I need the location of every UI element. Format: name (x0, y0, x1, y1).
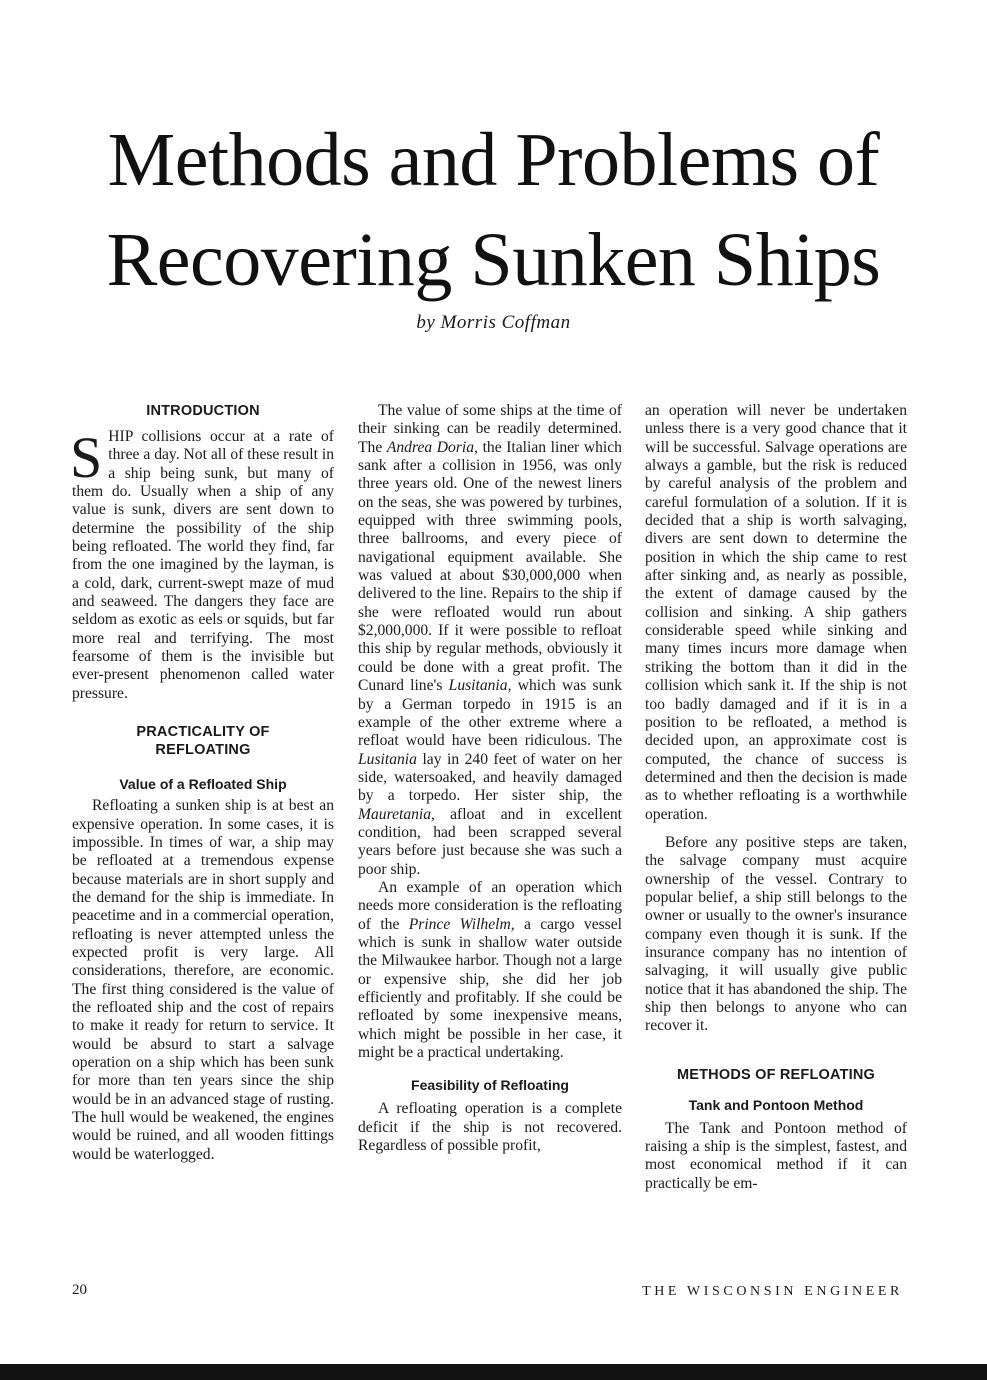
ship-name-lusitania: Lusitania (358, 750, 417, 768)
text-run: The value of some ships at the time of their sinking can be readily determined. The (358, 402, 622, 456)
practicality-heading-line2: REFLOATING (155, 742, 251, 759)
byline: by Morris Coffman (416, 312, 571, 333)
col2-paragraph-3: A refloating operation is a complete deficit if the ship is not recovered. Regardless of possible profit, (358, 1100, 622, 1155)
ship-name-mauretania: Mauretania, (358, 805, 435, 823)
col3-paragraph-3: The Tank and Pontoon method of raising a ship is the simplest, fastest, and most economical method if it can practically be em- (645, 1119, 907, 1192)
column-3 (645, 402, 907, 1193)
column-2 (358, 402, 622, 1155)
tank-subheading: Tank and Pontoon Method (688, 1096, 864, 1113)
page-number: 20 (72, 1282, 87, 1298)
text-run: a cargo vessel which is sunk in shallow water outside the Milwaukee harbor. Though not a large or expensive ship, she did her job efficiently and profitably. If she could be refloated by some inexpensive means, which might be possible in her case, it might be a practical undertaking. (358, 915, 623, 1062)
col3-paragraph-2: Before any positive steps are taken, the salvage company must acquire ownership of the vessel. Contrary to popular belief, a ship still belongs to the owner or usually to the owner's insurance company even though it is sunk. If the insurance company has no intention of salvaging, it will usually give public notice that it has abandoned the ship. The ship then belongs to anyone who can recover it. (645, 833, 907, 1035)
text-run: lay in 240 feet of water on her side, watersoaked, and heavily damaged by a torpedo. Her sister ship, the (358, 750, 622, 805)
article-title-line2: Recovering Sunken Ships (106, 218, 881, 302)
text-run: An example of an operation which needs more consideration is the refloating of the (358, 878, 622, 933)
intro-paragraph (70, 425, 334, 703)
feasibility-subheading: Feasibility of Refloating (411, 1077, 569, 1094)
value-paragraph: Refloating a sunken ship is at best an expensive operation. In some cases, it is impossible. In times of war, a ship may be refloated at a tremendous expense because materials are in short supply and the demand for the ship is immediate. In peacetime and in a commercial operation, refloating is never attempted unless the expected profit is very large. All considerations, therefore, are economic. The first thing considered is the value of the refloated ship and the cost of repairs to make it ready for return to service. It would be absurd to start a salvage operation on a ship which has been sunk for more than ten years since the ship would be in an advanced stage of rusting. The hull would be weakened, the engines would be ruined, and all wooden fittings would be waterlogged. (72, 797, 334, 1163)
ship-name-lusitania: Lusitania, (448, 677, 512, 695)
col3-paragraph-1: an operation will never be undertaken unless there is a very good chance that it will be successful. Salvage operations are always a gamble, but the risk is reduced by careful analysis of the problem and careful formulation of a solution. If it is decided that a ship is worth salvaging, divers are sent down to determine the position in which the ship came to rest after sinking and, as nearly as possible, the extent of damage caused by the collision and sinking. A ship gathers considerable speed while sinking and many times incurs more damage when striking the bottom than it did in the collision which sank it. If the ship is not too badly damaged and if it is in a position to be refloated, a method is decided upon, an approximate cost is computed, the chance of success is determined and then the decision is made as to whether refloating is a worthwhile operation. (645, 402, 907, 823)
value-subheading: Value of a Refloated Ship (119, 776, 287, 793)
practicality-heading-line1: PRACTICALITY OF (136, 724, 270, 741)
methods-heading: METHODS OF REFLOATING (676, 1066, 876, 1083)
col2-paragraph-2 (358, 879, 622, 1062)
text-run: afloat and in excellent condition, had been scrapped several years before just because she was such a poor ship. (358, 805, 622, 878)
publication-name: THE WISCONSIN ENGINEER (642, 1284, 903, 1299)
text-run: the Italian liner which sank after a collision in 1956, was only three years old. One of the newest liners on the seas, she was powered by turbines, equipped with three swimming pools, three ballrooms, and every piece of navigational equipment available. She was valued at about $30,000,000 when delivered to the line. Repairs to the ship if she were refloated would run about $2,000,000. If it were possible to refloat this ship by regular methods, obviously it could be done with a great profit. The Cunard line's (358, 438, 622, 695)
article-title-line1: Methods and Problems of (107, 118, 880, 202)
scan-edge-bar (0, 1364, 987, 1380)
drop-cap: S (70, 425, 103, 490)
introduction-heading: INTRODUCTION (146, 403, 260, 419)
text-run: which was sunk by a German torpedo in 1915 is an example of the other extreme where a refloat would have been ridiculous. The (358, 677, 622, 750)
column-1 (72, 402, 334, 1164)
col2-paragraph-1 (358, 402, 622, 879)
ship-name-andrea-doria: Andrea Doria, (386, 438, 478, 456)
ship-name-prince-wilhelm: Prince Wilhelm, (408, 915, 515, 933)
intro-text: HIP collisions occur at a rate of three a day. Not all of these result in a ship being sunk, but many of them do. Usually when a ship of any value is sunk, divers are sent down to determine the possibility of the ship being refloated. The world they find, far from the one imagined by the layman, is a cold, dark, current-swept maze of mud and seaweed. The dangers they face are seldom as exotic as eels or squids, but far more real and terrifying. The most fearsome of them is the invisible but ever-present phenomenon called water pressure. (72, 428, 334, 702)
